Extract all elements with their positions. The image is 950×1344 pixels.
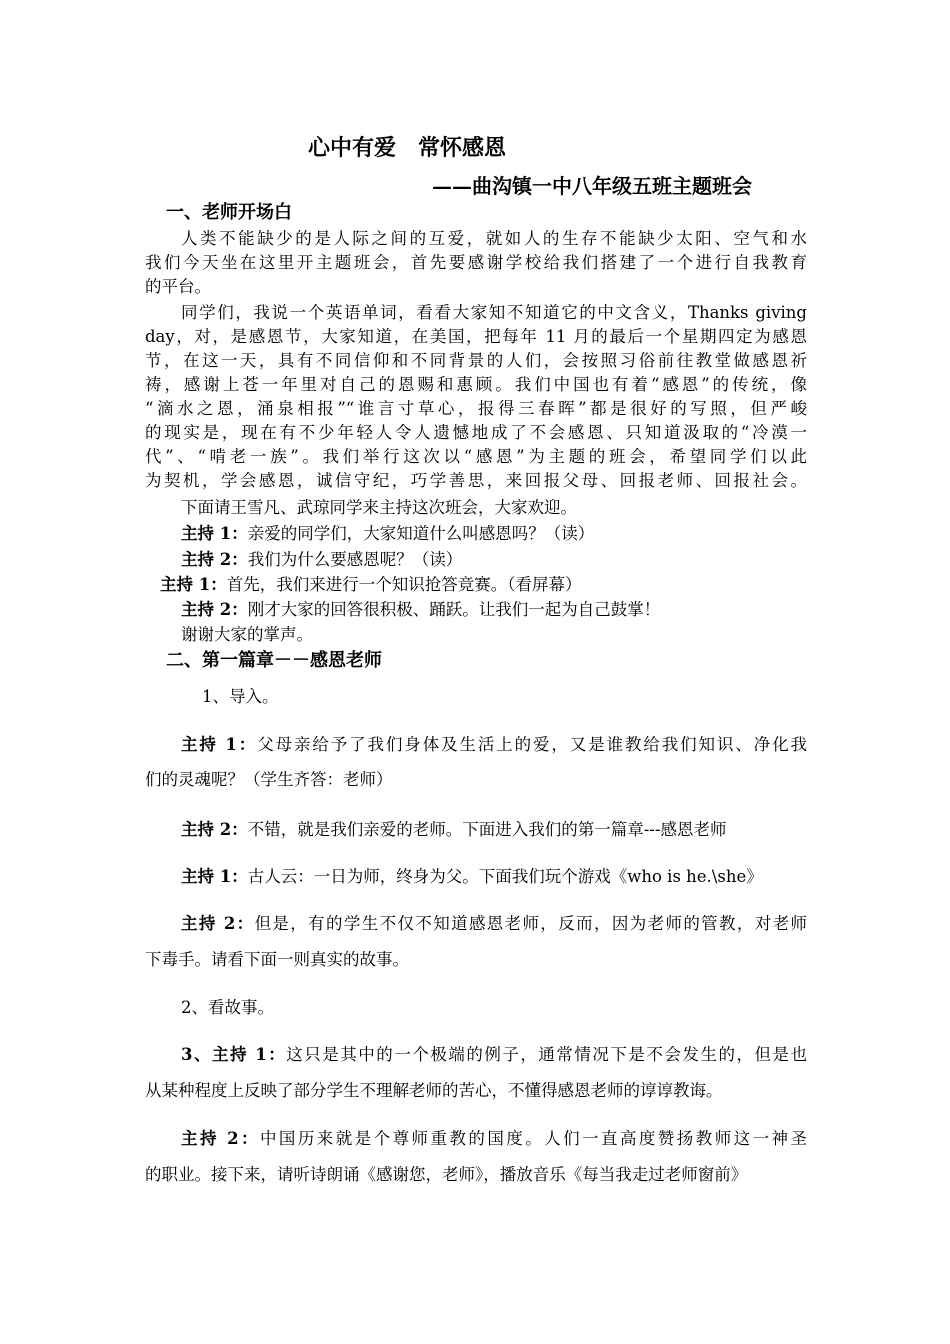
host-text: 不错，就是我们亲爱的老师。下面进入我们的第一篇章---感恩老师 xyxy=(247,820,727,839)
host-line xyxy=(145,912,807,936)
paragraph-line: 为契机，学会感恩，诚信守纪，巧学善思，来回报父母、回报老师、回报社会。 xyxy=(145,471,807,490)
host-text: 这只是其中的一个极端的例子，通常情况下是不会发生的，但是也 xyxy=(286,1045,807,1064)
host-label: 主持 1： xyxy=(181,735,258,754)
paragraph-line: 人类不能缺少的是人际之间的互爱，就如人的生存不能缺少太阳、空气和水 xyxy=(181,229,807,248)
host-text: 刚才大家的回答很积极、踊跃。让我们一起为自己鼓掌！ xyxy=(247,600,661,619)
host-line xyxy=(181,598,660,622)
host-label: 3、主持 1： xyxy=(181,1045,287,1064)
host-line xyxy=(181,548,462,572)
host-text: 但是，有的学生不仅不知道感恩老师，反而，因为老师的管教，对老师 xyxy=(254,914,808,933)
paragraph-line: 节，在这一天，具有不同信仰和不同背景的人们，会按照习俗前往教堂做感恩祈 xyxy=(145,351,807,370)
host-label: 主持 2： xyxy=(181,1129,260,1148)
paragraph-line: “滴水之恩，涌泉相报”“谁言寸草心，报得三春晖”都是很好的写照，但严峻 xyxy=(145,399,807,418)
host-text: 父母亲给予了我们身体及生活上的爱，又是谁教给我们知识、净化我 xyxy=(257,735,808,754)
host-text: 首先，我们来进行一个知识抢答竞赛。（看屏幕） xyxy=(226,575,582,594)
host-label: 主持 2： xyxy=(181,550,248,569)
paragraph-line: 的平台。 xyxy=(145,277,211,296)
host-line xyxy=(145,733,807,757)
paragraph-line: 的现实是，现在有不少年轻人令人遗憾地成了不会感恩、只知道汲取的“冷漠一 xyxy=(145,423,807,442)
paragraph-line: 下面请王雪凡、武琼同学来主持这次班会，大家欢迎。 xyxy=(181,498,577,517)
paragraph-line: 下毒手。请看下面一则真实的故事。 xyxy=(145,950,409,969)
paragraph-line: 的职业。接下来，请听诗朗诵《感谢您，老师》，播放音乐《每当我走过老师窗前》 xyxy=(145,1165,748,1184)
host-line xyxy=(160,573,581,597)
host-label: 主持 1： xyxy=(181,524,248,543)
host-line xyxy=(181,522,594,546)
host-line xyxy=(145,1043,807,1067)
host-text: 我们为什么要感恩呢？（读） xyxy=(247,550,463,569)
paragraph-line: day，对，是感恩节，大家知道，在美国，把每年 11 月的最后一个星期四定为感恩 xyxy=(145,327,807,346)
host-label: 主持 2： xyxy=(181,600,248,619)
document-title: 心中有爱 常怀感恩 xyxy=(308,135,507,161)
host-text: 古人云：一日为师，终身为父。下面我们玩个游戏《who is he.\she》 xyxy=(247,867,763,886)
host-label: 主持 1： xyxy=(160,575,227,594)
host-line: 谢谢大家的掌声。 xyxy=(181,625,313,644)
document-subtitle: ——曲沟镇一中八年级五班主题班会 xyxy=(432,174,752,198)
host-label: 主持 2： xyxy=(181,914,255,933)
host-text: 中国历来就是个尊师重教的国度。人们一直高度赞扬教师这一神圣 xyxy=(259,1129,807,1148)
host-label: 主持 2： xyxy=(181,820,248,839)
section1-heading: 一、老师开场白 xyxy=(166,202,292,223)
paragraph-line: 代”、“啃老一族”。我们举行这次以“感恩”为主题的班会，希望同学们以此 xyxy=(145,447,807,466)
host-line xyxy=(181,865,763,889)
paragraph-line: 祷，感谢上苍一年里对自己的恩赐和惠顾。我们中国也有着“感恩”的传统，像 xyxy=(145,375,807,394)
list-item: 2、看故事。 xyxy=(181,998,274,1017)
host-line xyxy=(145,1127,807,1151)
paragraph-line: 从某种程度上反映了部分学生不理解老师的苦心，不懂得感恩老师的谆谆教诲。 xyxy=(145,1081,723,1100)
section2-heading: 二、第一篇章－－感恩老师 xyxy=(166,650,382,671)
host-text: 亲爱的同学们，大家知道什么叫感恩吗？（读） xyxy=(247,524,595,543)
paragraph-line: 我们今天坐在这里开主题班会，首先要感谢学校给我们搭建了一个进行自我教育 xyxy=(145,253,807,272)
paragraph-line: 们的灵魂呢？（学生齐答：老师） xyxy=(145,770,393,789)
host-line xyxy=(181,818,726,842)
host-label: 主持 1： xyxy=(181,867,248,886)
paragraph-line: 同学们，我说一个英语单词，看看大家知不知道它的中文含义，Thanks giving xyxy=(181,303,807,322)
list-item: 1、导入。 xyxy=(202,687,279,706)
